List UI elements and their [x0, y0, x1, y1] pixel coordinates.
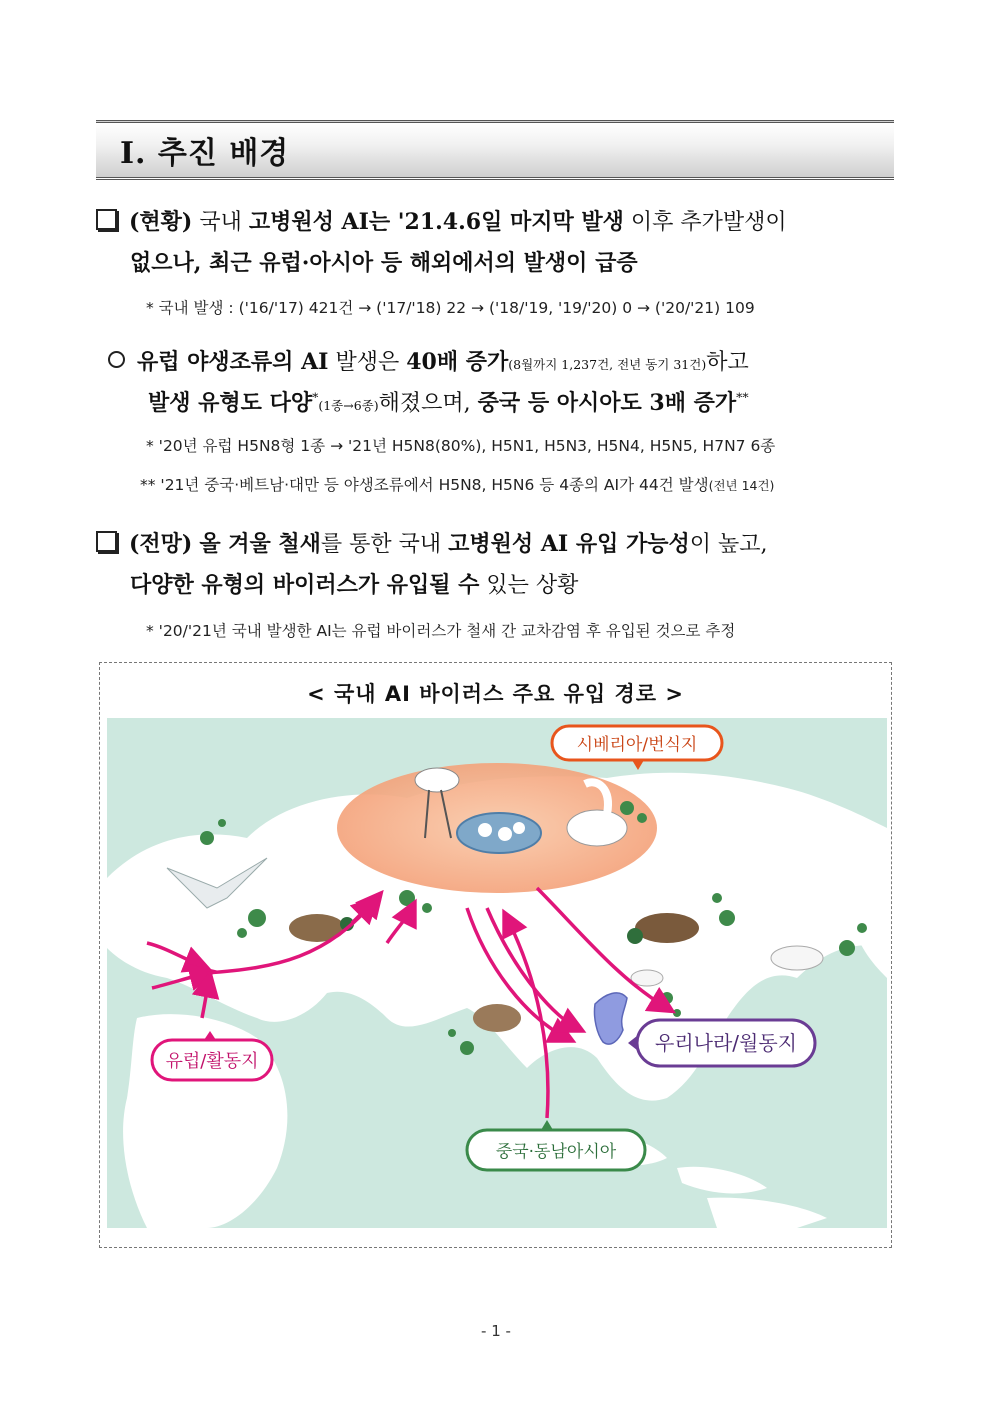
egg-icon [478, 823, 492, 837]
europe-note-2: ** '21년 중국·베트남·대만 등 야생조류에서 H5N8, H5N6 등 4종의 AI가 44건 발생(전년 14건) [140, 476, 775, 494]
migration-route-map [107, 718, 887, 1228]
page-number: - 1 - [481, 1322, 511, 1340]
outlook-line-2: 다양한 유형의 바이러스가 유입될 수 있는 상황 [130, 572, 579, 598]
egg-icon [498, 827, 512, 841]
label-korea [628, 1020, 815, 1066]
svg-text:중국·동남아시아: 중국·동남아시아 [495, 1142, 617, 1162]
status-note: * 국내 발생 : ('16/'17) 421건 → ('17/'18) 22 → ('18/'19, '19/'20) 0 → ('20/'21) 109 [146, 299, 755, 317]
circle-bullet-icon [108, 351, 125, 368]
small-white-bird-icon [631, 970, 663, 986]
outlook-line-1: (전망) 올 겨울 철새를 통한 국내 고병원성 AI 유입 가능성이 높고, [96, 527, 768, 558]
svg-text:우리나라/월동지: 우리나라/월동지 [655, 1031, 797, 1055]
europe-note-1: * '20년 유럽 H5N8형 1종 → '21년 H5N8(80%), H5N1, H5N3, H5N4, H5N5, H7N7 6종 [146, 437, 776, 455]
status-line-2: 없으나, 최근 유럽·아시아 등 해외에서의 발생이 급증 [130, 250, 638, 276]
square-bullet-icon [96, 531, 117, 552]
europe-line-2: 발생 유형도 다양*(1종→6종)해졌으며, 중국 등 아시아도 3배 증가** [148, 389, 749, 416]
sparrow-bird-icon [473, 1004, 521, 1032]
section-title: Ⅰ. 추진 배경 [120, 136, 290, 171]
outlook-note: * '20/'21년 국내 발생한 AI는 유럽 바이러스가 철새 간 교차감염 후 유입된 것으로 추정 [146, 622, 736, 640]
square-bullet-icon [96, 209, 117, 230]
svg-text:유럽/활동지: 유럽/활동지 [165, 1051, 259, 1072]
svg-text:시베리아/번식지: 시베리아/번식지 [576, 735, 698, 755]
egg-icon [513, 822, 525, 834]
figure-caption: < 국내 AI 바이러스 주요 유입 경로 > [307, 682, 684, 706]
europe-line-1: 유럽 야생조류의 AI 발생은 40배 증가(8월까지 1,237건, 전년 동기 31건)하고 [108, 345, 749, 376]
white-bird-icon [771, 946, 823, 970]
status-line-1: (현황) 국내 고병원성 AI는 '21.4.6일 마지막 발생 이후 추가발생이 [96, 205, 787, 236]
